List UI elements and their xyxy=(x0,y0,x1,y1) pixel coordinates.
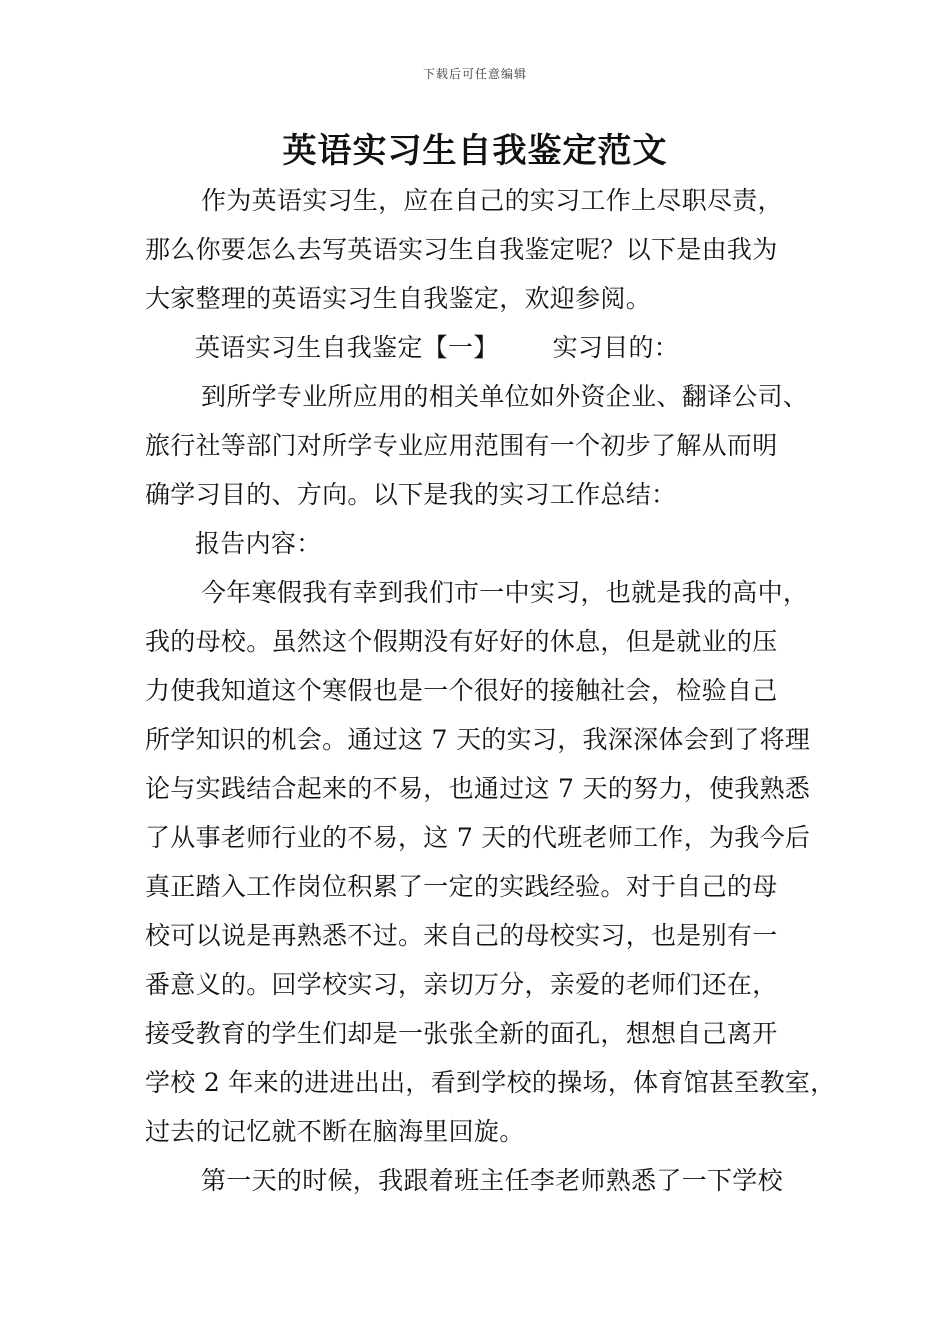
text-line: 所学知识的机会。通过这 7 天的实习，我深深体会到了将理 xyxy=(145,725,811,754)
text-line: 到所学专业所应用的相关单位如外资企业、翻译公司、 xyxy=(201,382,809,411)
first-day-paragraph xyxy=(145,1156,835,1205)
report-paragraph xyxy=(145,568,835,1156)
purpose-paragraph xyxy=(145,372,835,519)
text-line: 过去的记忆就不断在脑海里回旋。 xyxy=(145,1117,525,1146)
report-label: 报告内容： xyxy=(195,529,322,558)
text-line: 真正踏入工作岗位积累了一定的实践经验。对于自己的母 xyxy=(145,872,778,901)
text-line: 了从事老师行业的不易，这 7 天的代班老师工作，为我今后 xyxy=(145,823,811,852)
text-line: 今年寒假我有幸到我们市一中实习，也就是我的高中， xyxy=(201,578,809,607)
report-label-paragraph xyxy=(145,519,835,568)
text-line: 第一天的时候，我跟着班主任李老师熟悉了一下学校 xyxy=(201,1166,783,1195)
text-line: 接受教育的学生们却是一张张全新的面孔，想想自己离开 xyxy=(145,1019,778,1048)
header-note: 下载后可任意编辑 xyxy=(422,67,527,81)
text-line: 力使我知道这个寒假也是一个很好的接触社会，检验自己 xyxy=(145,676,778,705)
section-heading: 英语实习生自我鉴定【一】 xyxy=(195,333,499,362)
section-heading-paragraph xyxy=(145,323,835,372)
document-title: 英语实习生自我鉴定范文 xyxy=(282,131,668,171)
section-heading-line xyxy=(145,323,835,372)
text-line: 旅行社等部门对所学专业应用范围有一个初步了解从而明 xyxy=(145,431,778,460)
text-line: 大家整理的英语实习生自我鉴定，欢迎参阅。 xyxy=(145,284,652,313)
document-body xyxy=(145,176,835,1205)
text-line: 我的母校。虽然这个假期没有好好的休息，但是就业的压 xyxy=(145,627,778,656)
text-line: 那么你要怎么去写英语实习生自我鉴定呢？以下是由我为 xyxy=(145,235,778,264)
text-line: 番意义的。回学校实习，亲切万分，亲爱的老师们还在， xyxy=(145,970,778,999)
text-line: 学校 2 年来的进进出出，看到学校的操场，体育馆甚至教室， xyxy=(145,1068,836,1097)
text-line: 确学习目的、方向。以下是我的实习工作总结： xyxy=(145,480,677,509)
text-line: 作为英语实习生，应在自己的实习工作上尽职尽责， xyxy=(201,186,783,215)
intro-paragraph xyxy=(145,176,835,323)
section-subheading: 实习目的： xyxy=(552,333,680,362)
text-line: 论与实践结合起来的不易，也通过这 7 天的努力，使我熟悉 xyxy=(145,774,811,803)
text-line: 校可以说是再熟悉不过。来自己的母校实习，也是别有一 xyxy=(145,921,778,950)
